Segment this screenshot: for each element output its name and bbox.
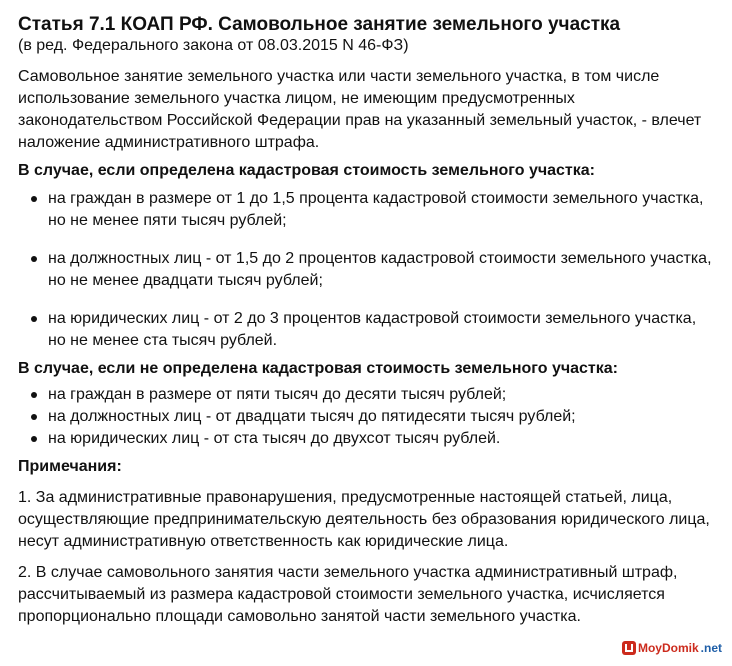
notes-heading: Примечания: bbox=[18, 458, 122, 475]
note-1: 1. За административные правонарушения, предусмотренные настоящей статьей, лица, осуществляющие предпринимательскую деятельность без образования юридического лица, несут административную ответственность как юридические лица. bbox=[18, 489, 710, 550]
article-page bbox=[18, 14, 718, 628]
note-2: 2. В случае самовольного занятия части земельного участка административный штраф, рассчитываемый из размера кадастровой стоимости земельного участка, исчисляется пропорционально площади самовольно занятой части земельного участка. bbox=[18, 564, 678, 625]
bullet-icon bbox=[31, 196, 37, 202]
bullet-icon bbox=[31, 256, 37, 262]
article-subtitle: (в ред. Федерального закона от 08.03.2015 N 46-ФЗ) bbox=[18, 37, 409, 54]
bullet-icon bbox=[31, 316, 37, 322]
list-item bbox=[18, 384, 718, 406]
list-item bbox=[18, 428, 718, 450]
watermark-tld: .net bbox=[700, 641, 722, 655]
bullet-icon bbox=[31, 414, 37, 420]
section1-list bbox=[18, 188, 718, 352]
section2-list bbox=[18, 384, 718, 450]
bullet-icon bbox=[31, 436, 37, 442]
list-item-text: на граждан в размере от пяти тысяч до десяти тысяч рублей; bbox=[48, 386, 507, 403]
house-logo-icon bbox=[622, 641, 636, 655]
list-item-text: на должностных лиц - от 1,5 до 2 процентов кадастровой стоимости земельного участка, но не менее двадцати тысяч рублей; bbox=[48, 250, 712, 289]
list-item-text: на должностных лиц - от двадцати тысяч до пятидесяти тысяч рублей; bbox=[48, 408, 576, 425]
intro-paragraph: Самовольное занятие земельного участка или части земельного участка, в том числе использование земельного участка лицом, не имеющим предусмотренных законодательством Российской Федерации прав на указанный земельный участок, - влечет наложение административного штрафа. bbox=[18, 68, 702, 151]
list-item-text: на юридических лиц - от ста тысяч до двухсот тысяч рублей. bbox=[48, 430, 501, 447]
list-item bbox=[18, 406, 718, 428]
list-item-text: на юридических лиц - от 2 до 3 процентов кадастровой стоимости земельного участка, но не менее ста тысяч рублей. bbox=[48, 310, 697, 349]
site-watermark bbox=[622, 640, 722, 656]
watermark-name: MoyDomik bbox=[637, 641, 699, 655]
article-title: Статья 7.1 КОАП РФ. Самовольное занятие земельного участка bbox=[18, 14, 621, 35]
list-item bbox=[18, 248, 718, 292]
section1-heading: В случае, если определена кадастровая стоимость земельного участка: bbox=[18, 162, 595, 179]
list-item bbox=[18, 308, 718, 352]
list-item-text: на граждан в размере от 1 до 1,5 процента кадастровой стоимости земельного участка, но не менее пяти тысяч рублей; bbox=[48, 190, 704, 229]
section2-heading: В случае, если не определена кадастровая стоимость земельного участка: bbox=[18, 360, 618, 377]
list-item bbox=[18, 188, 718, 232]
bullet-icon bbox=[31, 392, 37, 398]
